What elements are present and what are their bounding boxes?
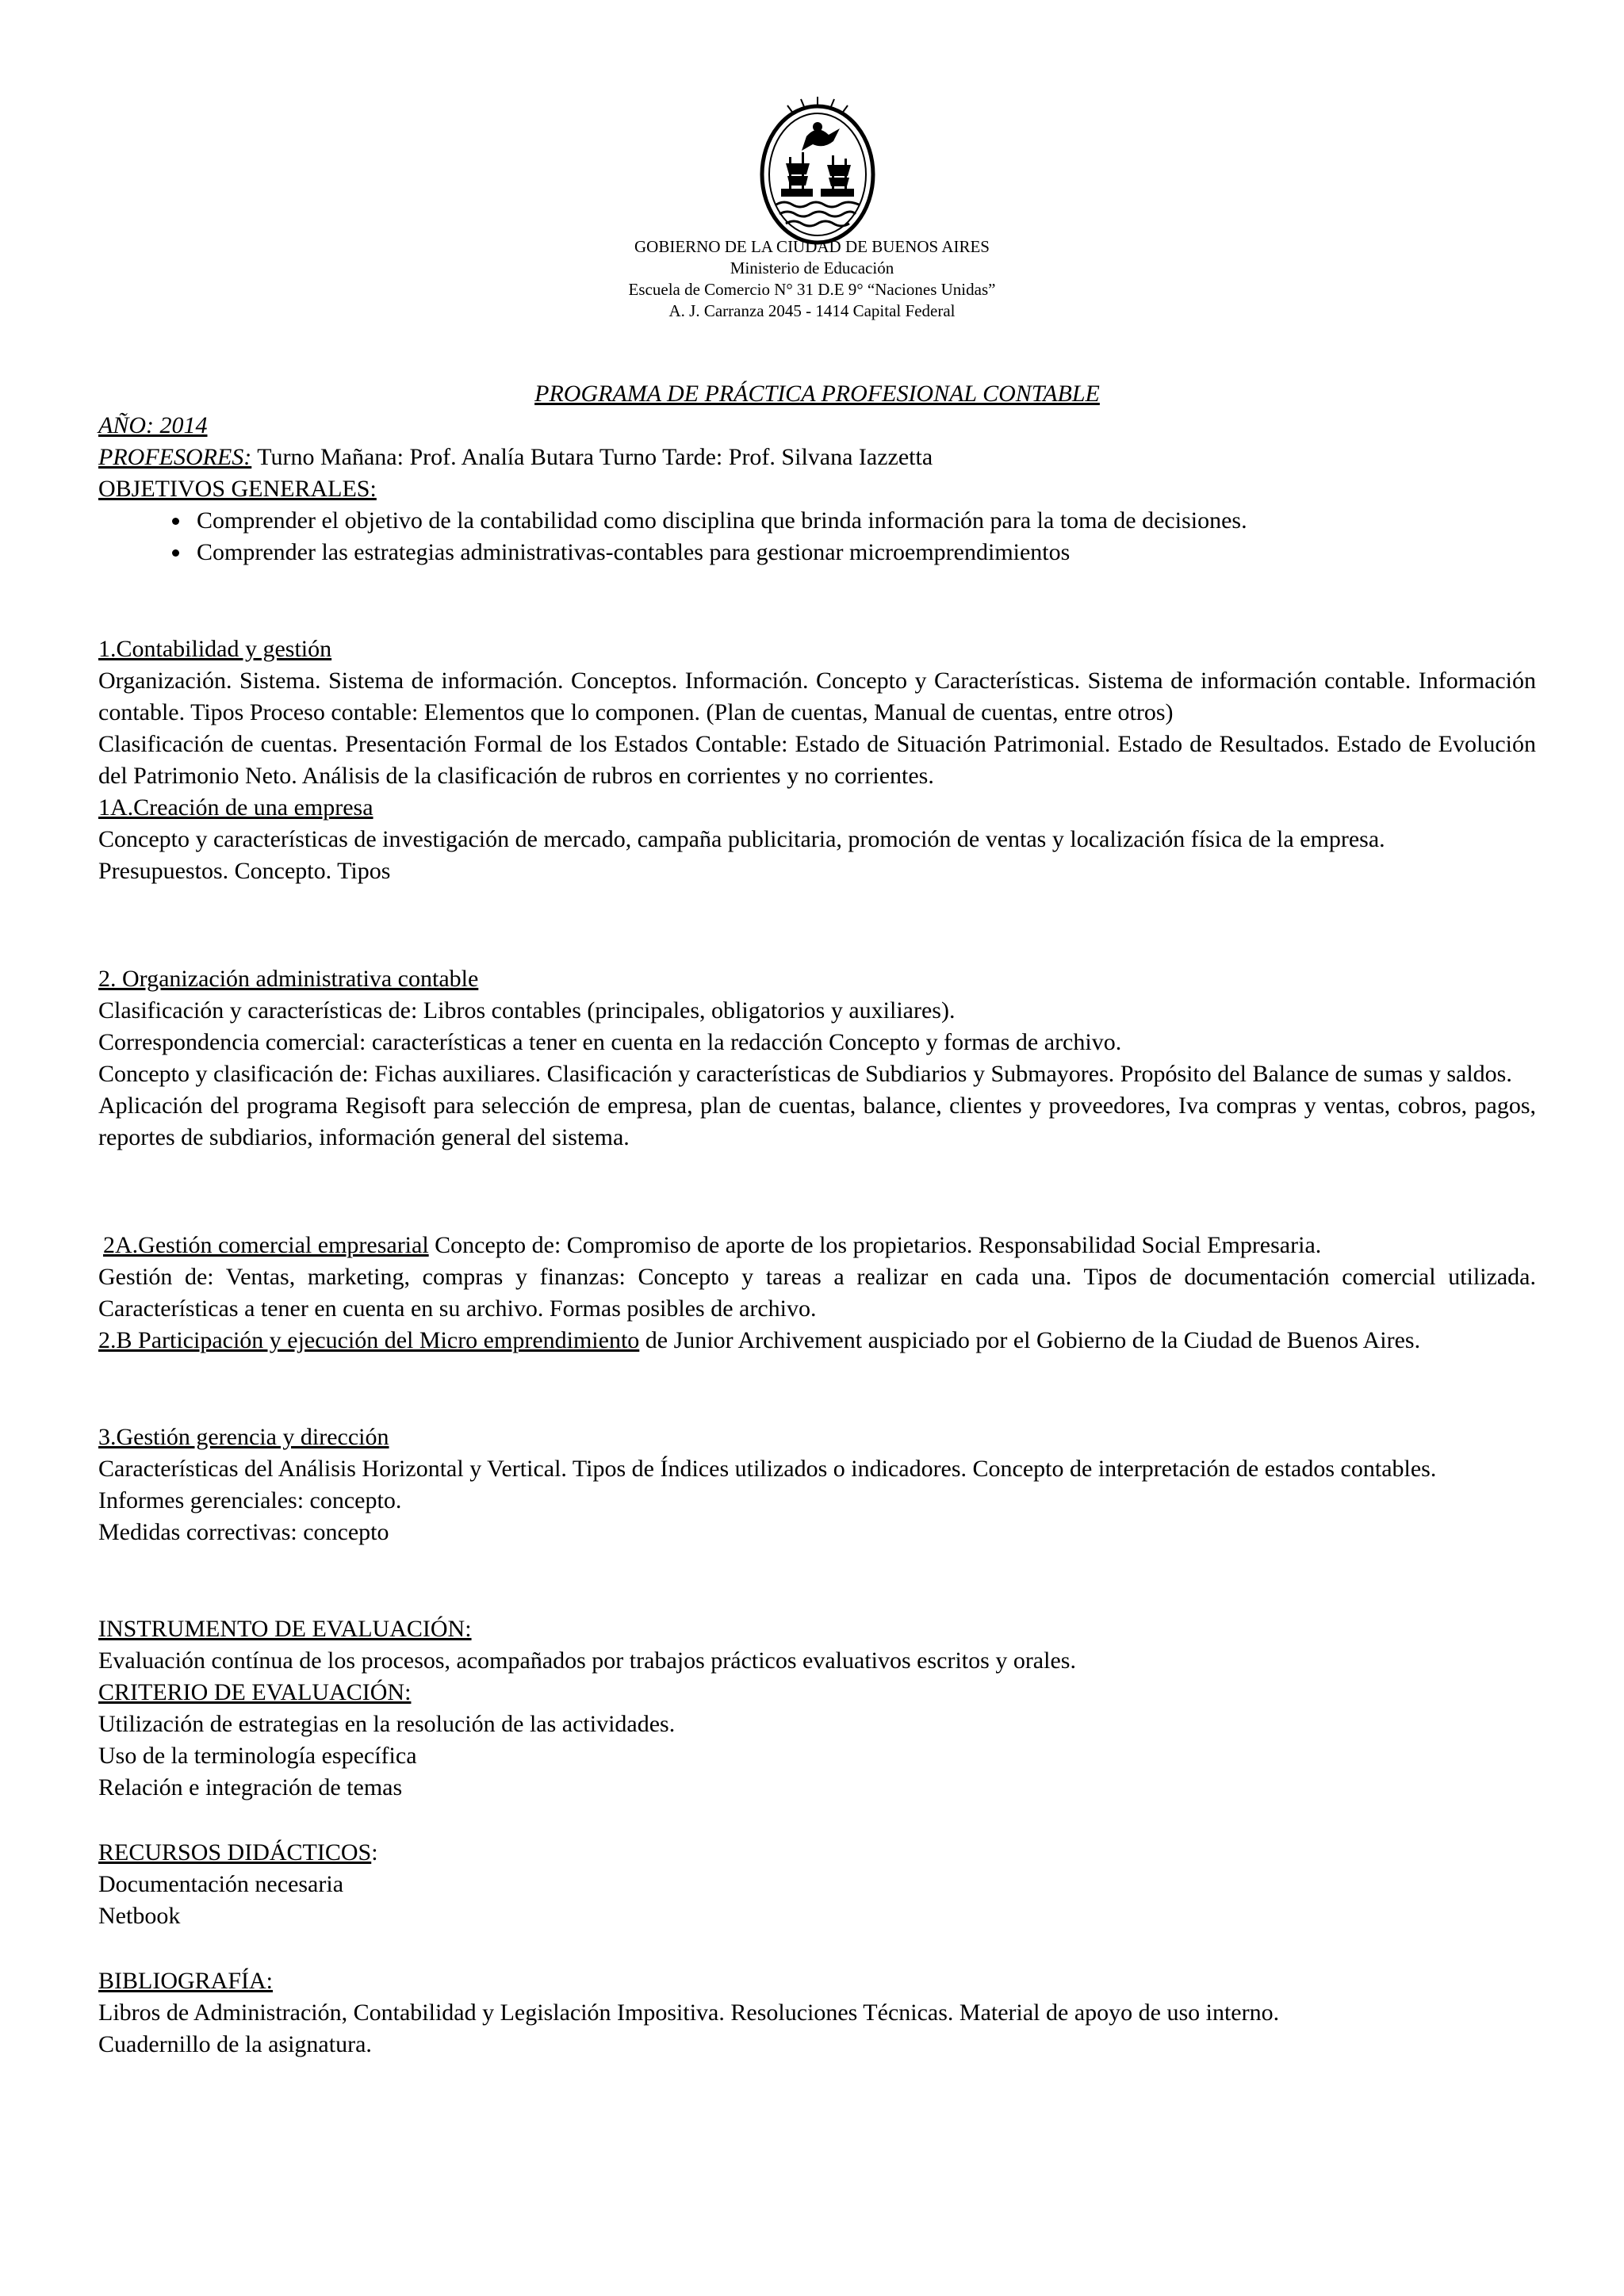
recursos-heading: RECURSOS DIDÁCTICOS <box>98 1839 372 1866</box>
unit-1a-heading: 1A.Creación de una empresa <box>98 794 373 821</box>
unit-2-paragraph: Correspondencia comercial: características a tener en cuenta en la redacción Concepto y formas de archivo. <box>98 1029 1122 1055</box>
instrumento-heading: INSTRUMENTO DE EVALUACIÓN: <box>98 1616 472 1642</box>
unit-2a-heading: 2A.Gestión comercial empresarial <box>103 1232 429 1258</box>
unit-2a-line <box>98 1230 1536 1261</box>
year-label: AÑO: 2014 <box>98 412 208 438</box>
recursos-item: Netbook <box>98 1903 181 1929</box>
objetivo-text: Comprender el objetivo de la contabilidad como disciplina que brinda información para la toma de decisiones. <box>197 507 1247 534</box>
criterio-item: Utilización de estrategias en la resolución de las actividades. <box>98 1711 676 1737</box>
unit-2b-heading: 2.B Participación y ejecución del Micro emprendimiento <box>98 1327 640 1353</box>
criterio-item: Relación e integración de temas <box>98 1774 403 1800</box>
profesores-text: Turno Mañana: Prof. Analía Butara Turno Tarde: Prof. Silvana Iazzetta <box>251 444 933 470</box>
buenos-aires-coat-of-arms-icon <box>757 95 878 246</box>
header-line-school: Escuela de Comercio N° 31 D.E 9° “Naciones Unidas” <box>628 280 996 299</box>
recursos-line <box>98 1837 1536 1869</box>
unit-3-heading: 3.Gestión gerencia y dirección <box>98 1424 389 1450</box>
objetivos-list <box>98 505 1536 568</box>
document-title: PROGRAMA DE PRÁCTICA PROFESIONAL CONTABLE <box>534 381 1100 407</box>
header-line-ministry: Ministerio de Educación <box>730 258 894 277</box>
unit-2a-paragraph: Gestión de: Ventas, marketing, compras y finanzas: Concepto y tareas a realizar en cada una. Tipos de documentación comercial utilizada. Características a tener en cuenta en su archivo. Formas posibles de archivo. <box>98 1264 1536 1322</box>
unit-2-paragraph: Concepto y clasificación de: Fichas auxiliares. Clasificación y características de Subdiarios y Submayores. Propósito del Balance de sumas y saldos. <box>98 1061 1512 1087</box>
unit-1-paragraph: Organización. Sistema. Sistema de información. Conceptos. Información. Concepto y Características. Sistema de información contable. Información contable. Tipos Proceso contable: Elementos que lo componen. (Plan de cuentas, Manual de cuentas, entre otros) <box>98 668 1536 725</box>
bibliografia-heading: BIBLIOGRAFÍA: <box>98 1968 274 1994</box>
instrumento-text: Evaluación contínua de los procesos, acompañados por trabajos prácticos evaluativos escritos y orales. <box>98 1647 1076 1674</box>
bullet-icon <box>172 518 179 525</box>
bullet-icon <box>172 549 179 557</box>
unit-2b-line <box>98 1325 1536 1357</box>
objetivo-text: Comprender las estrategias administrativas-contables para gestionar microemprendimientos <box>197 539 1071 565</box>
bibliografia-text: Cuadernillo de la asignatura. <box>98 2031 372 2057</box>
unit-3-paragraph: Medidas correctivas: concepto <box>98 1519 389 1545</box>
criterio-item: Uso de la terminología específica <box>98 1743 417 1769</box>
header-line-government: GOBIERNO DE LA CIUDAD DE BUENOS AIRES <box>634 237 990 256</box>
unit-1-paragraph: Clasificación de cuentas. Presentación Formal de los Estados Contable: Estado de Situación Patrimonial. Estado de Resultados. Estado de Evolución del Patrimonio Neto. Análisis de la clasificación de rubros en corrientes y no corrientes. <box>98 731 1536 789</box>
header-line-address: A. J. Carranza 2045 - 1414 Capital Federal <box>668 301 956 320</box>
profesores-line <box>98 442 1536 473</box>
unit-1-heading: 1.Contabilidad y gestión <box>98 636 332 662</box>
document-body <box>98 378 1536 2061</box>
list-item <box>98 505 1536 537</box>
recursos-colon: : <box>371 1839 378 1866</box>
criterio-heading: CRITERIO DE EVALUACIÓN: <box>98 1679 412 1705</box>
unit-2a-inline: Concepto de: Compromiso de aporte de los propietarios. Responsabilidad Social Empresaria. <box>428 1232 1322 1258</box>
unit-2-heading: 2. Organización administrativa contable <box>98 966 479 992</box>
bibliografia-text: Libros de Administración, Contabilidad y Legislación Impositiva. Resoluciones Técnicas. Material de apoyo de uso interno. <box>98 1999 1280 2026</box>
unit-2b-text: de Junior Archivement auspiciado por el Gobierno de la Ciudad de Buenos Aires. <box>639 1327 1421 1353</box>
list-item <box>98 537 1536 568</box>
unit-1a-paragraph: Concepto y características de investigación de mercado, campaña publicitaria, promoción de ventas y localización física de la empresa. <box>98 826 1385 852</box>
unit-2-paragraph: Clasificación y características de: Libros contables (principales, obligatorios y auxiliares). <box>98 997 956 1024</box>
unit-3-paragraph: Características del Análisis Horizontal y Vertical. Tipos de Índices utilizados o indicadores. Concepto de interpretación de estados contables. <box>98 1456 1437 1482</box>
year-line <box>98 410 1536 442</box>
unit-1a-paragraph: Presupuestos. Concepto. Tipos <box>98 858 391 884</box>
unit-3-paragraph: Informes gerenciales: concepto. <box>98 1487 402 1513</box>
profesores-label: PROFESORES: <box>98 444 252 470</box>
recursos-item: Documentación necesaria <box>98 1871 344 1897</box>
unit-2-paragraph: Aplicación del programa Regisoft para selección de empresa, plan de cuentas, balance, clientes y proveedores, Iva compras y ventas, cobros, pagos, reportes de subdiarios, información general del sistema. <box>98 1093 1536 1150</box>
objetivos-heading: OBJETIVOS GENERALES: <box>98 476 377 502</box>
